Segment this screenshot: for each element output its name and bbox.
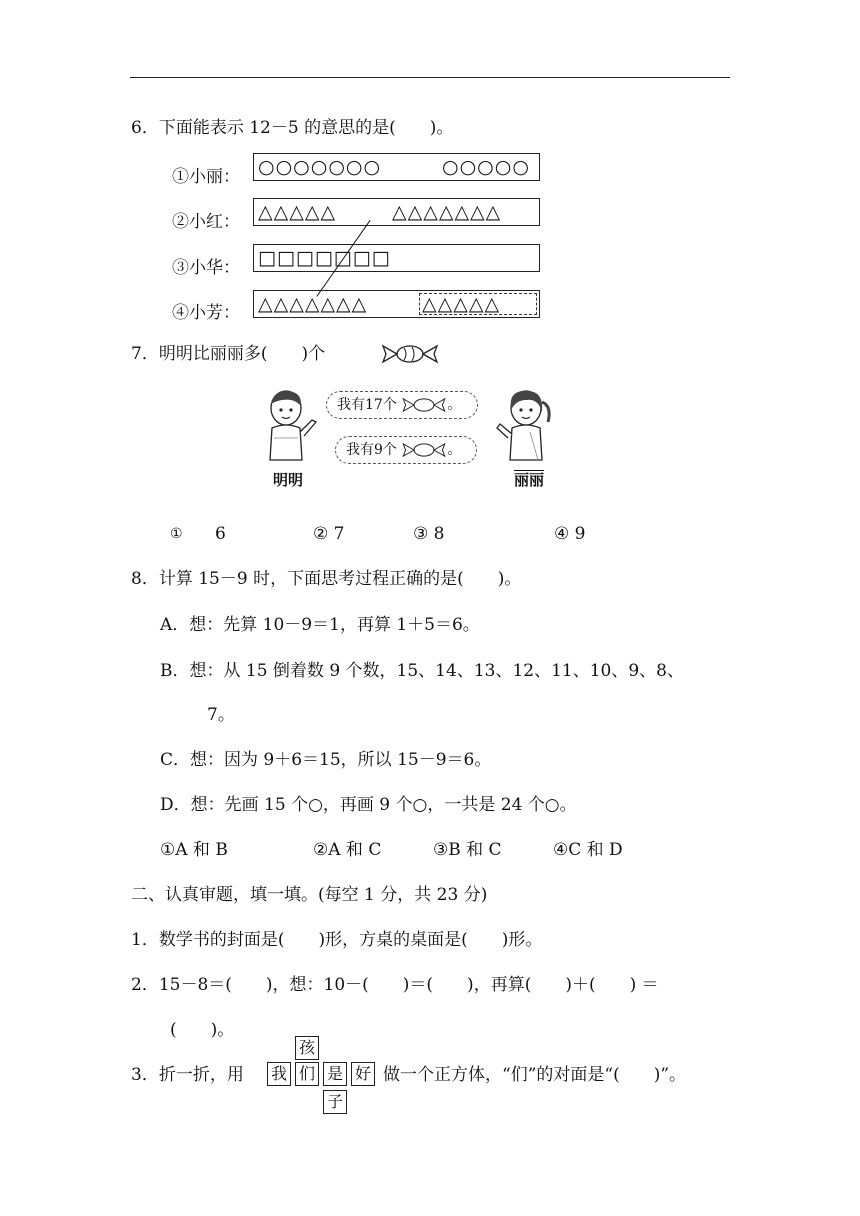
- q8-choice-3: ③B 和 C: [433, 840, 502, 860]
- q7-choice-1-value: 6: [215, 524, 226, 544]
- q8-option-d: D．想：先画 15 个○，再画 9 个○，一共是 24 个○。: [160, 795, 577, 815]
- speech-boy-text: 我有17个: [337, 397, 397, 413]
- q8-choice-1: ①A 和 B: [160, 840, 228, 860]
- q6-option-4-box: [253, 290, 540, 318]
- q6-option-4-label: ④小芳：: [172, 303, 240, 323]
- squares-plain: □□: [258, 247, 296, 269]
- q7-choice-3: ③ 8: [413, 524, 445, 544]
- net-cell-4: 好: [351, 1062, 375, 1086]
- s2-q3-suffix: 做一个正方体，“们”的对面是“( )”。: [383, 1065, 687, 1085]
- candy-icon: [401, 396, 447, 414]
- q8-stem: 8．计算 15－9 时，下面思考过程正确的是( )。: [131, 569, 522, 589]
- name-girl: 丽丽: [514, 471, 545, 489]
- squares-crossed: □□□□□: [295, 247, 391, 269]
- q6-option-2-box: [253, 198, 540, 226]
- q6-stem: 6．下面能表示 12－5 的意思的是( )。: [131, 118, 454, 138]
- speech-boy-period: 。: [447, 397, 462, 413]
- q8-choice-2: ②A 和 C: [313, 840, 382, 860]
- header-rule: [130, 77, 730, 78]
- q6-option-3-label: ③小华：: [172, 258, 240, 278]
- q6-option-1-label: ①小丽：: [172, 167, 240, 187]
- candy-icon: [380, 343, 440, 365]
- girl-illustration: [492, 388, 556, 468]
- name-boy: 明明: [273, 471, 304, 489]
- q7-choice-4: ④ 9: [554, 524, 586, 544]
- s2-q3-prefix: 3．折一折，用: [131, 1065, 244, 1085]
- net-cell-3: 是: [323, 1062, 347, 1086]
- q7-choice-2: ② 7: [313, 524, 345, 544]
- s2-q2-line1: 2．15－8＝( )，想：10－( )＝( )，再算( )＋( ) ＝: [131, 975, 659, 995]
- s2-q1: 1．数学书的封面是( )形，方桌的桌面是( )形。: [131, 930, 543, 950]
- speech-bubble-girl: [335, 436, 477, 464]
- net-cell-1: 我: [267, 1062, 291, 1086]
- q6-option-2-label: ②小红：: [172, 212, 240, 232]
- circles-left: ○○○○○○○: [258, 156, 382, 178]
- q8-option-a: A．想：先算 10－9＝1，再算 1＋5＝6。: [160, 615, 480, 635]
- triangles-circled: △△△△△: [422, 293, 501, 315]
- triangles-left: △△△△△: [258, 201, 337, 223]
- net-cell-2: 们: [295, 1062, 319, 1086]
- section-2-title: 二、认真审题，填一填。(每空 1 分，共 23 分): [131, 885, 488, 905]
- q7-choice-1-mark: ①: [170, 526, 183, 542]
- q6-option-3-box: [253, 244, 540, 272]
- circles-right: ○○○○○: [442, 156, 530, 178]
- s2-q2-line2: ( )。: [170, 1020, 235, 1040]
- net-cell-bottom: 子: [323, 1090, 347, 1114]
- net-cell-top: 孩: [295, 1036, 319, 1060]
- boy-illustration: [262, 388, 322, 468]
- speech-bubble-boy: [326, 391, 478, 419]
- triangles-left: △△△△△△△: [258, 293, 368, 315]
- q6-option-1-box: [253, 153, 540, 181]
- triangles-right: △△△△△△△: [392, 201, 502, 223]
- q8-option-b-line2: 7。: [207, 705, 235, 725]
- q8-option-c: C．想：因为 9＋6＝15，所以 15－9＝6。: [160, 750, 492, 770]
- q8-option-b-line1: B．想：从 15 倒着数 9 个数，15、14、13、12、11、10、9、8、: [160, 661, 684, 681]
- q7-stem: 7．明明比丽丽多( )个: [131, 344, 326, 364]
- dashed-group-outline: [419, 293, 537, 315]
- speech-girl-period: 。: [447, 442, 462, 458]
- speech-girl-text: 我有9个: [346, 442, 397, 458]
- candy-icon: [401, 441, 447, 459]
- q8-choice-4: ④C 和 D: [553, 840, 623, 860]
